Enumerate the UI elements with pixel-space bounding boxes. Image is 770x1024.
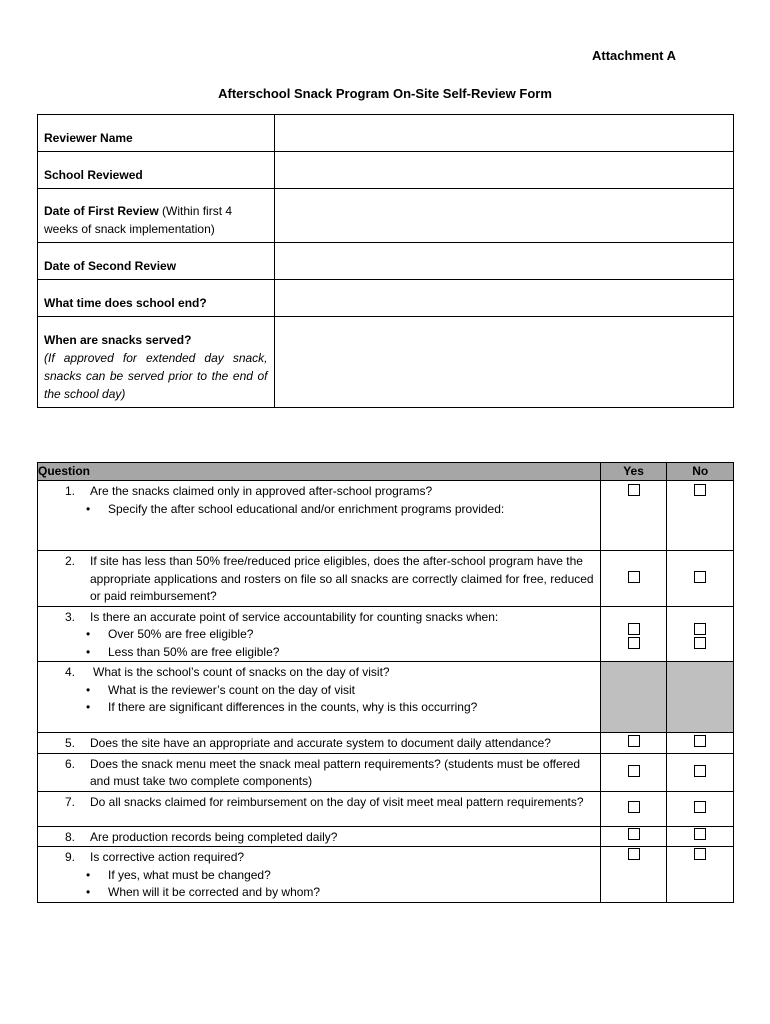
yes-header: Yes bbox=[600, 463, 667, 481]
q7-no-checkbox[interactable] bbox=[694, 801, 706, 813]
second-review-label: Date of Second Review bbox=[38, 243, 275, 280]
q9-yes-checkbox[interactable] bbox=[628, 848, 640, 860]
first-review-field[interactable] bbox=[274, 189, 733, 243]
school-end-label: What time does school end? bbox=[38, 280, 275, 317]
first-review-label: Date of First Review (Within first 4 weeks of snack implementation) bbox=[38, 189, 275, 243]
q6-yes-checkbox[interactable] bbox=[628, 765, 640, 777]
q1-no-checkbox[interactable] bbox=[694, 484, 706, 496]
question-3: 3. Is there an accurate point of service accountability for counting snacks when: • Over 50% are free eligible? • Less than 50% are free eligible? bbox=[38, 606, 601, 662]
q3-under50-yes-checkbox[interactable] bbox=[628, 637, 640, 649]
second-review-field[interactable] bbox=[274, 243, 733, 280]
q9-no-checkbox[interactable] bbox=[694, 848, 706, 860]
q7-yes-checkbox[interactable] bbox=[628, 801, 640, 813]
form-title: Afterschool Snack Program On-Site Self-Review Form bbox=[218, 86, 552, 101]
question-5: 5. Does the site have an appropriate and accurate system to document daily attendance? bbox=[38, 733, 601, 754]
q4-no-shaded bbox=[667, 662, 734, 733]
reviewer-name-label: Reviewer Name bbox=[38, 115, 275, 152]
q8-no-checkbox[interactable] bbox=[694, 828, 706, 840]
info-table bbox=[37, 114, 734, 408]
question-7: 7. Do all snacks claimed for reimbursement on the day of visit meet meal pattern requirements? bbox=[38, 791, 601, 826]
q3-over50-yes-checkbox[interactable] bbox=[628, 623, 640, 635]
q8-yes-checkbox[interactable] bbox=[628, 828, 640, 840]
review-table bbox=[37, 462, 734, 903]
q5-yes-checkbox[interactable] bbox=[628, 735, 640, 747]
snacks-served-label: When are snacks served? (If approved for extended day snack, snacks can be served prior to the end of the school day) bbox=[38, 317, 275, 408]
question-8: 8. Are production records being completed daily? bbox=[38, 826, 601, 847]
school-reviewed-label: School Reviewed bbox=[38, 152, 275, 189]
question-4: 4. What is the school’s count of snacks on the day of visit? • What is the reviewer’s count on the day of visit • If there are significant differences in the counts, why is this occurring? bbox=[38, 662, 601, 733]
q2-yes-checkbox[interactable] bbox=[628, 571, 640, 583]
question-header: Question bbox=[38, 463, 601, 481]
no-header: No bbox=[667, 463, 734, 481]
school-end-field[interactable] bbox=[274, 280, 733, 317]
question-1: 1. Are the snacks claimed only in approved after-school programs? • Specify the after school educational and/or enrichment programs provided: bbox=[38, 481, 601, 551]
q5-no-checkbox[interactable] bbox=[694, 735, 706, 747]
question-6: 6. Does the snack menu meet the snack meal pattern requirements? (students must be offered and must take two complete components) bbox=[38, 753, 601, 791]
question-2: 2. If site has less than 50% free/reduced price eligibles, does the after-school program have the appropriate applications and rosters on file so all snacks are correctly claimed for free, reduced or paid reimbursement? bbox=[38, 551, 601, 607]
snacks-served-field[interactable] bbox=[274, 317, 733, 408]
q1-yes-checkbox[interactable] bbox=[628, 484, 640, 496]
q3-over50-no-checkbox[interactable] bbox=[694, 623, 706, 635]
question-9: 9. Is corrective action required? • If yes, what must be changed? • When will it be corrected and by whom? bbox=[38, 847, 601, 903]
reviewer-name-field[interactable] bbox=[274, 115, 733, 152]
attachment-label: Attachment A bbox=[592, 48, 677, 63]
school-reviewed-field[interactable] bbox=[274, 152, 733, 189]
q2-no-checkbox[interactable] bbox=[694, 571, 706, 583]
q4-yes-shaded bbox=[600, 662, 667, 733]
q6-no-checkbox[interactable] bbox=[694, 765, 706, 777]
q3-under50-no-checkbox[interactable] bbox=[694, 637, 706, 649]
